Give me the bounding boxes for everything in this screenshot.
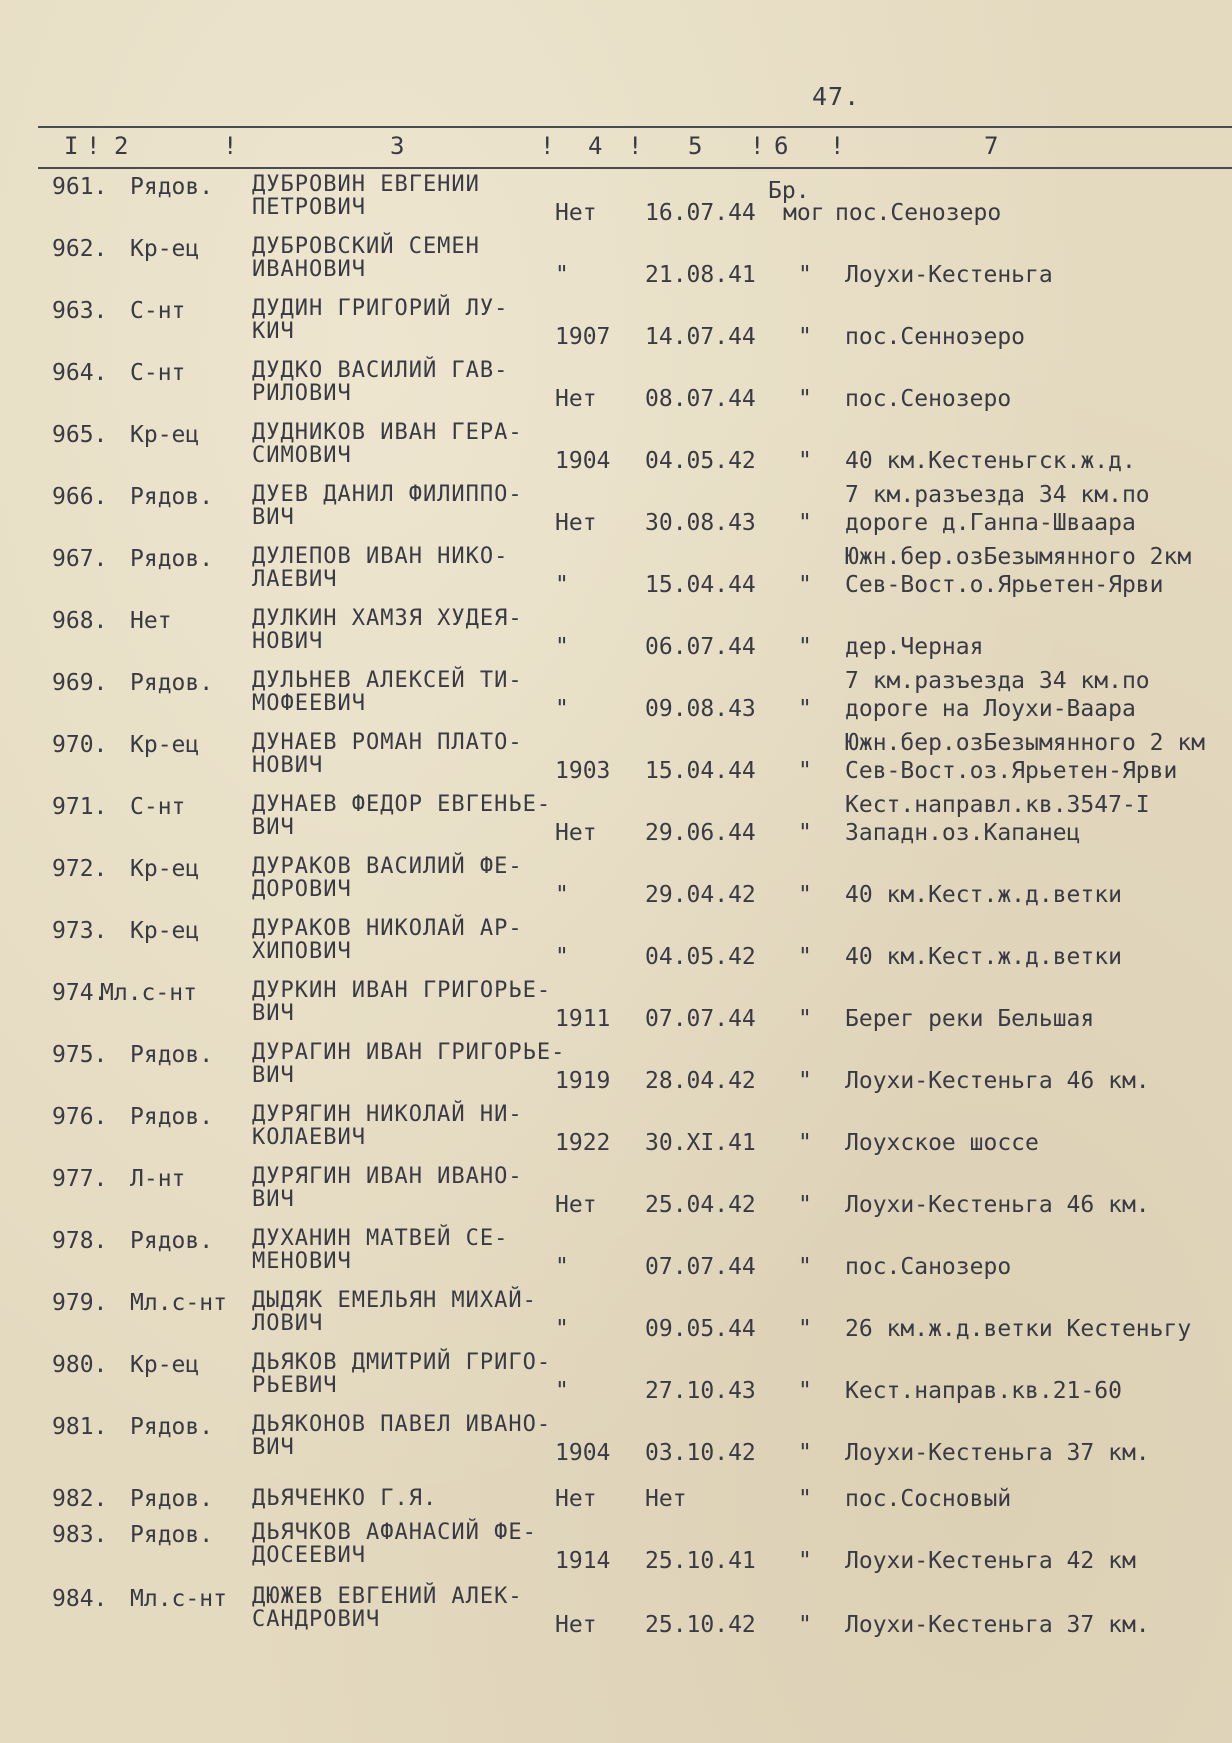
- row-birth-year: Нет: [555, 1192, 597, 1218]
- row-birth-year: ": [555, 944, 569, 970]
- row-birth-year: ": [555, 1316, 569, 1342]
- table-header: [38, 132, 1232, 162]
- row-number: 962.: [52, 236, 108, 262]
- row-burial-place-line2: Кест.направ.кв.21-60: [845, 1378, 1122, 1404]
- row-birth-year: 1911: [555, 1006, 611, 1032]
- table-row: [0, 1582, 1232, 1644]
- row-name-line1: ДУРАКОВ НИКОЛАЙ АР-: [252, 916, 523, 941]
- column-separator: !: [830, 132, 847, 160]
- row-name-line2: ЛАЕВИЧ: [252, 567, 338, 592]
- row-death-date: 07.07.44: [645, 1254, 756, 1280]
- row-burial-place-line2: дороге д.Ганпа-Шваара: [845, 510, 1136, 536]
- row-death-date: 15.04.44: [645, 572, 756, 598]
- row-rank: Кр-ец: [130, 918, 200, 944]
- table-row: [0, 1038, 1232, 1100]
- row-number: 982.: [52, 1486, 108, 1512]
- row-number: 977.: [52, 1166, 108, 1192]
- row-name-line1: ДУЛКИН ХАМЗЯ ХУДЕЯ-: [252, 606, 523, 631]
- row-name-line1: ДУРАГИН ИВАН ГРИГОРЬЕ-: [252, 1040, 566, 1065]
- row-rank: Рядов.: [130, 174, 214, 200]
- row-rank: Рядов.: [130, 1228, 214, 1254]
- row-birth-year: 1904: [555, 448, 611, 474]
- table-row: [0, 232, 1232, 294]
- row-death-date: 08.07.44: [645, 386, 756, 412]
- row-number: 975.: [52, 1042, 108, 1068]
- row-name-line1: ДУДКО ВАСИЛИЙ ГАВ-: [252, 358, 509, 383]
- table-row: [0, 1286, 1232, 1348]
- row-rank: Рядов.: [130, 1104, 214, 1130]
- row-grave-type: ": [798, 1006, 812, 1032]
- row-death-date: 27.10.43: [645, 1378, 756, 1404]
- row-name-line2: ЛОВИЧ: [252, 1311, 324, 1336]
- row-grave-type-line1: Бр.: [768, 178, 810, 204]
- row-rank: Рядов.: [130, 1042, 214, 1068]
- row-burial-place-line2: Лоухское шоссе: [845, 1130, 1039, 1156]
- row-number: 965.: [52, 422, 108, 448]
- table-row: [0, 1100, 1232, 1162]
- row-burial-place-line2: Берег реки Бельшая: [845, 1006, 1095, 1032]
- row-birth-year: Нет: [555, 820, 597, 846]
- row-grave-type: ": [798, 944, 812, 970]
- row-death-date: 16.07.44: [645, 200, 756, 226]
- column-header-1: I: [64, 132, 81, 160]
- row-birth-year: 1922: [555, 1130, 611, 1156]
- row-death-date: 21.08.41: [645, 262, 756, 288]
- row-death-date: 30.XI.41: [645, 1130, 756, 1156]
- row-death-date: 28.04.42: [645, 1068, 756, 1094]
- row-burial-place-line2: Лоухи-Кестеньга 46 км.: [845, 1192, 1150, 1218]
- row-grave-type: ": [798, 882, 812, 908]
- row-death-date: 06.07.44: [645, 634, 756, 660]
- row-name-line2: МЕНОВИЧ: [252, 1249, 352, 1274]
- row-rank: Рядов.: [130, 1486, 214, 1512]
- row-birth-year: 1919: [555, 1068, 611, 1094]
- row-burial-place-line2: дер.Черная: [845, 634, 984, 660]
- row-name-line2: ВИЧ: [252, 1187, 295, 1212]
- column-separator: !: [540, 132, 557, 160]
- row-grave-type: ": [798, 510, 812, 536]
- row-name-line2: ВИЧ: [252, 505, 295, 530]
- row-number: 983.: [52, 1522, 108, 1548]
- row-name-line1: ДУЛЬНЕВ АЛЕКСЕЙ ТИ-: [252, 668, 523, 693]
- row-grave-type: ": [798, 262, 812, 288]
- row-number: 974.: [52, 980, 108, 1006]
- table-row: [0, 1162, 1232, 1224]
- page-number: 47.: [812, 82, 861, 111]
- row-birth-year: ": [555, 634, 569, 660]
- row-grave-type: ": [798, 1130, 812, 1156]
- row-death-date: 25.04.42: [645, 1192, 756, 1218]
- row-birth-year: ": [555, 696, 569, 722]
- row-birth-year: ": [555, 572, 569, 598]
- row-burial-place-line1: Южн.бер.озБезымянного 2 км: [845, 730, 1206, 756]
- row-burial-place-line2: Сев-Вост.о.Ярьетен-Ярви: [845, 572, 1164, 598]
- row-rank: Нет: [130, 608, 172, 634]
- row-burial-place-line2: Лоухи-Кестеньга 37 км.: [845, 1612, 1150, 1638]
- row-name-line1: ДУБРОВИН ЕВГЕНИИ: [252, 172, 480, 197]
- row-burial-place-line2: Сев-Вост.оз.Ярьетен-Ярви: [845, 758, 1178, 784]
- row-birth-year: ": [555, 1254, 569, 1280]
- row-number: 972.: [52, 856, 108, 882]
- row-number: 969.: [52, 670, 108, 696]
- row-burial-place-line1: Южн.бер.озБезымянного 2км: [845, 544, 1192, 570]
- column-header-6: 6: [774, 132, 791, 160]
- row-number: 973.: [52, 918, 108, 944]
- row-burial-place-line2: Лоухи-Кестеньга 42 км: [845, 1548, 1136, 1574]
- row-name-line2: ИВАНОВИЧ: [252, 257, 366, 282]
- row-name-line1: ДЫДЯК ЕМЕЛЬЯН МИХАЙ-: [252, 1288, 537, 1313]
- row-burial-place-line2: Западн.оз.Капанец: [845, 820, 1081, 846]
- row-rank: С-нт: [130, 360, 186, 386]
- row-burial-place-line2: пос.Сенозеро: [845, 386, 1012, 412]
- row-rank: Рядов.: [130, 1522, 214, 1548]
- row-name-line1: ДЬЯКОНОВ ПАВЕЛ ИВАНО-: [252, 1412, 552, 1437]
- row-birth-year: Нет: [555, 1486, 597, 1512]
- row-grave-type: ": [798, 324, 812, 350]
- row-grave-type: ": [798, 820, 812, 846]
- row-rank: С-нт: [130, 298, 186, 324]
- row-burial-place-line2: дороге на Лоухи-Ваара: [845, 696, 1136, 722]
- row-name-line1: ДУЕВ ДАНИЛ ФИЛИППО-: [252, 482, 523, 507]
- row-death-date: 25.10.41: [645, 1548, 756, 1574]
- row-rank: Мл.с-нт: [130, 1290, 227, 1316]
- row-birth-year: Нет: [555, 386, 597, 412]
- column-header-5: 5: [688, 132, 705, 160]
- row-birth-year: ": [555, 882, 569, 908]
- table-row: [0, 1348, 1232, 1410]
- column-header-7: 7: [984, 132, 1001, 160]
- row-birth-year: 1904: [555, 1440, 611, 1466]
- row-rank: Кр-ец: [130, 1352, 200, 1378]
- row-name-line1: ДУНАЕВ ФЕДОР ЕВГЕНЬЕ-: [252, 792, 552, 817]
- row-name-line2: КИЧ: [252, 319, 295, 344]
- row-birth-year: Нет: [555, 200, 597, 226]
- row-number: 967.: [52, 546, 108, 572]
- row-name-line1: ДУРЯГИН ИВАН ИВАНО-: [252, 1164, 523, 1189]
- column-header-3: 3: [390, 132, 407, 160]
- row-grave-type: ": [798, 758, 812, 784]
- row-number: 980.: [52, 1352, 108, 1378]
- row-burial-place-line1: 7 км.разъезда 34 км.по: [845, 668, 1150, 694]
- column-header-4: 4: [588, 132, 605, 160]
- column-separator: !: [750, 132, 767, 160]
- row-name-line2: СИМОВИЧ: [252, 443, 352, 468]
- table-row: [0, 666, 1232, 728]
- row-birth-year: ": [555, 262, 569, 288]
- table-row: [0, 480, 1232, 542]
- row-name-line2: МОФЕЕВИЧ: [252, 691, 366, 716]
- row-number: 963.: [52, 298, 108, 324]
- row-number: 976.: [52, 1104, 108, 1130]
- row-birth-year: 1903: [555, 758, 611, 784]
- row-birth-year: ": [555, 1378, 569, 1404]
- row-name-line1: ДУДИН ГРИГОРИЙ ЛУ-: [252, 296, 509, 321]
- row-grave-type: ": [798, 1192, 812, 1218]
- row-rank: Рядов.: [130, 484, 214, 510]
- row-burial-place-line2: 40 км.Кест.ж.д.ветки: [845, 944, 1122, 970]
- row-grave-type: ": [798, 1440, 812, 1466]
- row-name-line1: ДУЛЕПОВ ИВАН НИКО-: [252, 544, 509, 569]
- table-row: [0, 418, 1232, 480]
- row-number: 961.: [52, 174, 108, 200]
- row-birth-year: 1914: [555, 1548, 611, 1574]
- table-row: [0, 914, 1232, 976]
- row-grave-type: ": [798, 448, 812, 474]
- row-rank: Рядов.: [130, 1414, 214, 1440]
- row-number: 968.: [52, 608, 108, 634]
- row-burial-place: пос.Сенозеро: [835, 200, 1002, 226]
- row-name-line1: ДЮЖЕВ ЕВГЕНИЙ АЛЕК-: [252, 1584, 523, 1609]
- row-death-date: 29.06.44: [645, 820, 756, 846]
- row-burial-place-line2: 40 км.Кест.ж.д.ветки: [845, 882, 1122, 908]
- row-burial-place-line2: пос.Сенноэеро: [845, 324, 1026, 350]
- row-rank: Мл.с-нт: [100, 980, 197, 1006]
- row-rank: Л-нт: [130, 1166, 186, 1192]
- row-burial-place-line2: Лоухи-Кестеньга 46 км.: [845, 1068, 1150, 1094]
- row-burial-place-line1: 7 км.разъезда 34 км.по: [845, 482, 1150, 508]
- row-grave-type: ": [798, 1612, 812, 1638]
- row-number: 971.: [52, 794, 108, 820]
- table-row: [0, 790, 1232, 852]
- row-death-date: 25.10.42: [645, 1612, 756, 1638]
- row-name-line2: ВИЧ: [252, 1001, 295, 1026]
- row-name-line1: ДУБРОВСКИЙ СЕМЕН: [252, 234, 480, 259]
- row-rank: Кр-ец: [130, 236, 200, 262]
- table-row: [0, 852, 1232, 914]
- row-death-date: 07.07.44: [645, 1006, 756, 1032]
- row-name-line2: ДОРОВИЧ: [252, 877, 352, 902]
- row-death-date: 04.05.42: [645, 944, 756, 970]
- row-death-date: Нет: [645, 1486, 687, 1512]
- table-row: [0, 542, 1232, 604]
- row-death-date: 09.05.44: [645, 1316, 756, 1342]
- row-rank: Кр-ец: [130, 732, 200, 758]
- row-number: 964.: [52, 360, 108, 386]
- row-death-date: 09.08.43: [645, 696, 756, 722]
- row-grave-type: ": [798, 634, 812, 660]
- row-death-date: 04.05.42: [645, 448, 756, 474]
- row-grave-type: ": [798, 386, 812, 412]
- row-name-line2: НОВИЧ: [252, 629, 324, 654]
- row-death-date: 29.04.42: [645, 882, 756, 908]
- table-row: [0, 728, 1232, 790]
- row-rank: Рядов.: [130, 670, 214, 696]
- row-death-date: 30.08.43: [645, 510, 756, 536]
- row-name-line2: ПЕТРОВИЧ: [252, 195, 366, 220]
- row-name-line1: ДУДНИКОВ ИВАН ГЕРА-: [252, 420, 523, 445]
- row-number: 984.: [52, 1586, 108, 1612]
- row-rank: С-нт: [130, 794, 186, 820]
- row-name-line1: ДУРКИН ИВАН ГРИГОРЬЕ-: [252, 978, 552, 1003]
- row-death-date: 03.10.42: [645, 1440, 756, 1466]
- column-separator: !: [86, 132, 103, 160]
- row-grave-type: ": [798, 696, 812, 722]
- row-name-line2: ВИЧ: [252, 1435, 295, 1460]
- row-grave-type: ": [798, 572, 812, 598]
- row-grave-type: ": [798, 1486, 812, 1512]
- table-row: [0, 604, 1232, 666]
- table-row: [0, 1410, 1232, 1472]
- header-top-rule: [38, 126, 1232, 128]
- row-name-line1: ДУНАЕВ РОМАН ПЛАТО-: [252, 730, 523, 755]
- row-burial-place-line2: 40 км.Кестеньгск.ж.д.: [845, 448, 1136, 474]
- row-birth-year: Нет: [555, 510, 597, 536]
- column-separator: !: [223, 132, 240, 160]
- row-burial-place-line2: Лоухи-Кестеньга: [845, 262, 1053, 288]
- row-rank: Кр-ец: [130, 856, 200, 882]
- table-row: [0, 1518, 1232, 1580]
- row-grave-type: ": [798, 1316, 812, 1342]
- column-header-2: 2: [114, 132, 131, 160]
- row-number: 981.: [52, 1414, 108, 1440]
- header-bottom-rule: [38, 167, 1232, 169]
- row-death-date: 15.04.44: [645, 758, 756, 784]
- row-name-line2: НОВИЧ: [252, 753, 324, 778]
- row-rank: Мл.с-нт: [130, 1586, 227, 1612]
- row-name-line1: ДУРАКОВ ВАСИЛИЙ ФЕ-: [252, 854, 523, 879]
- row-number: 979.: [52, 1290, 108, 1316]
- row-rank: Кр-ец: [130, 422, 200, 448]
- row-grave-type: ": [798, 1548, 812, 1574]
- row-burial-place-line2: пос.Сосновый: [845, 1486, 1012, 1512]
- row-grave-type: ": [798, 1254, 812, 1280]
- row-name-line2: ДОСЕЕВИЧ: [252, 1543, 366, 1568]
- row-burial-place-line2: Лоухи-Кестеньга 37 км.: [845, 1440, 1150, 1466]
- row-name-line1: ДЬЯЧЕНКО Г.Я.: [252, 1486, 438, 1511]
- row-number: 978.: [52, 1228, 108, 1254]
- row-burial-place-line2: 26 км.ж.д.ветки Кестеньгу: [845, 1316, 1192, 1342]
- row-grave-type: ": [798, 1068, 812, 1094]
- row-grave-type-line2: мог: [783, 200, 825, 226]
- row-name-line1: ДЬЯЧКОВ АФАНАСИЙ ФЕ-: [252, 1520, 537, 1545]
- table-row: [0, 976, 1232, 1038]
- table-row: [0, 170, 1232, 232]
- row-name-line2: РЬЕВИЧ: [252, 1373, 338, 1398]
- row-name-line2: РИЛОВИЧ: [252, 381, 352, 406]
- table-row: [0, 1472, 1232, 1518]
- row-name-line2: КОЛАЕВИЧ: [252, 1125, 366, 1150]
- table-row: [0, 1224, 1232, 1286]
- row-name-line1: ДЬЯКОВ ДМИТРИЙ ГРИГО-: [252, 1350, 552, 1375]
- table-row: [0, 294, 1232, 356]
- row-number: 970.: [52, 732, 108, 758]
- row-number: 966.: [52, 484, 108, 510]
- table-row: [0, 356, 1232, 418]
- row-burial-place-line1: Кест.направл.кв.3547-I: [845, 792, 1150, 818]
- row-name-line2: ВИЧ: [252, 1063, 295, 1088]
- row-name-line1: ДУХАНИН МАТВЕЙ СЕ-: [252, 1226, 509, 1251]
- row-name-line1: ДУРЯГИН НИКОЛАЙ НИ-: [252, 1102, 523, 1127]
- row-name-line2: САНДРОВИЧ: [252, 1607, 381, 1632]
- row-rank: Рядов.: [130, 546, 214, 572]
- row-birth-year: 1907: [555, 324, 611, 350]
- row-death-date: 14.07.44: [645, 324, 756, 350]
- row-grave-type: ": [798, 1378, 812, 1404]
- column-separator: !: [628, 132, 645, 160]
- row-birth-year: Нет: [555, 1612, 597, 1638]
- row-name-line2: ХИПОВИЧ: [252, 939, 352, 964]
- row-name-line2: ВИЧ: [252, 815, 295, 840]
- row-burial-place-line2: пос.Санозеро: [845, 1254, 1012, 1280]
